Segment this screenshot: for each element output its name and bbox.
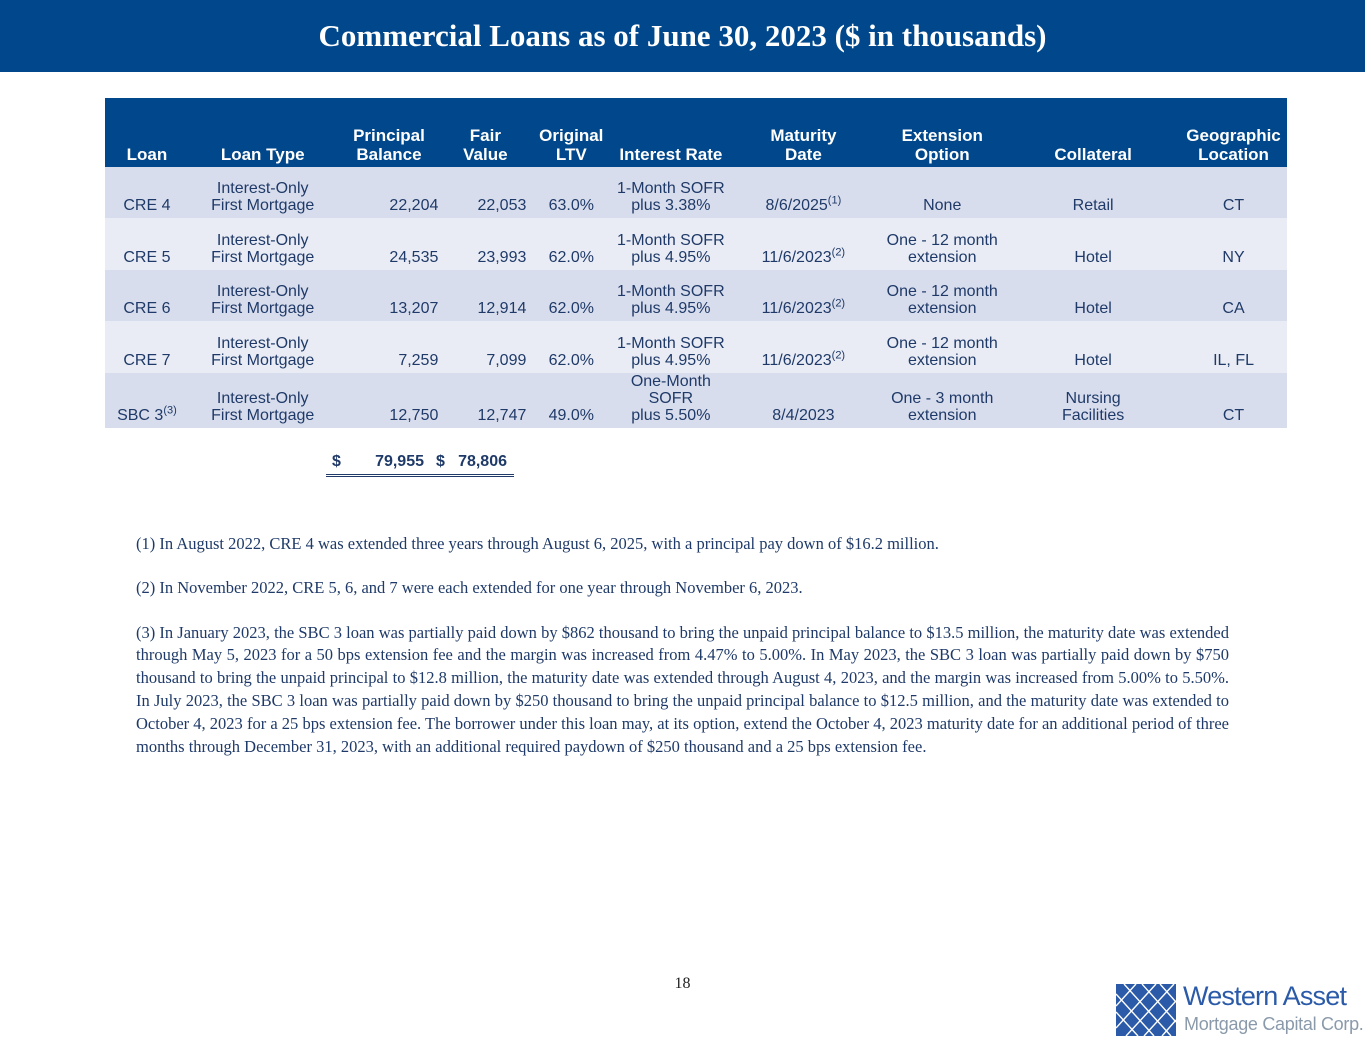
cell-loan-type: Interest-Only First Mortgage xyxy=(189,270,337,321)
cell-loan: CRE 5 xyxy=(105,218,189,270)
cell-geographic-location: NY xyxy=(1180,218,1287,270)
header-collateral: Collateral xyxy=(1006,98,1180,167)
cell-loan: SBC 3$^{(3)}$ xyxy=(105,373,189,428)
cell-geographic-location: CT xyxy=(1180,373,1287,428)
cell-geographic-location: CA xyxy=(1180,270,1287,321)
cell-interest-rate: 1-Month SOFR plus 4.95% xyxy=(613,321,728,373)
cell-geographic-location: IL, FL xyxy=(1180,321,1287,373)
table-row xyxy=(105,218,1287,270)
header-maturity-date: Maturity Date xyxy=(728,98,878,167)
table-row xyxy=(105,373,1287,428)
logo-subtitle: Mortgage Capital Corp. xyxy=(1184,1014,1364,1034)
cell-collateral: Nursing Facilities xyxy=(1006,373,1180,428)
header-extension-option: Extension Option xyxy=(878,98,1006,167)
cell-extension-option: None xyxy=(878,167,1006,218)
cell-interest-rate: 1-Month SOFR plus 4.95% xyxy=(613,218,728,270)
cell-fair-value: 23,993 xyxy=(441,218,529,270)
totals-row xyxy=(326,452,514,477)
cell-maturity-date: 11/6/2023$^{(2)}$ xyxy=(728,270,878,321)
total-principal-currency: $ xyxy=(332,453,341,470)
cell-principal-balance: 22,204 xyxy=(337,167,442,218)
cell-original-ltv: 62.0% xyxy=(529,321,613,373)
page-title: Commercial Loans as of June 30, 2023 ($ in thousands) xyxy=(318,18,1047,53)
header-geographic-location: Geographic Location xyxy=(1180,98,1287,167)
cell-collateral: Hotel xyxy=(1006,270,1180,321)
logo-name: Western Asset xyxy=(1183,981,1347,1011)
footnote-2: (2) In November 2022, CRE 5, 6, and 7 were each extended for one year through November 6, 2023. xyxy=(136,578,803,598)
page-number: 18 xyxy=(674,975,691,992)
cell-principal-balance: 13,207 xyxy=(337,270,442,321)
header-fair-value: Fair Value xyxy=(441,98,529,167)
cell-loan: CRE 6 xyxy=(105,270,189,321)
cell-maturity-date: 11/6/2023$^{(2)}$ xyxy=(728,321,878,373)
cell-geographic-location: CT xyxy=(1180,167,1287,218)
cell-interest-rate: 1-Month SOFR plus 4.95% xyxy=(613,270,728,321)
cell-principal-balance: 7,259 xyxy=(337,321,442,373)
cell-collateral: Hotel xyxy=(1006,321,1180,373)
header-principal-balance: Principal Balance xyxy=(337,98,442,167)
footnotes xyxy=(136,533,1229,780)
header-loan: Loan xyxy=(105,98,189,167)
header-interest-rate: Interest Rate xyxy=(613,98,728,167)
cell-maturity-date: 11/6/2023$^{(2)}$ xyxy=(728,218,878,270)
header-original-ltv: Original LTV xyxy=(529,98,613,167)
cell-extension-option: One - 12 month extension xyxy=(878,218,1006,270)
cell-extension-option: One - 12 month extension xyxy=(878,321,1006,373)
table-row xyxy=(105,167,1287,218)
cell-loan-type: Interest-Only First Mortgage xyxy=(189,373,337,428)
cell-original-ltv: 62.0% xyxy=(529,218,613,270)
cell-interest-rate: One-Month SOFR plus 5.50% xyxy=(613,373,728,428)
cell-fair-value: 12,914 xyxy=(441,270,529,321)
cell-principal-balance: 24,535 xyxy=(337,218,442,270)
cell-interest-rate: 1-Month SOFR plus 3.38% xyxy=(613,167,728,218)
header-loan-type: Loan Type xyxy=(189,98,337,167)
cell-loan: CRE 7 xyxy=(105,321,189,373)
cell-original-ltv: 63.0% xyxy=(529,167,613,218)
cell-extension-option: One - 3 month extension xyxy=(878,373,1006,428)
total-principal-balance: 79,955 xyxy=(375,453,424,470)
company-logo xyxy=(1116,981,1364,1036)
commercial-loans-table xyxy=(105,98,1287,428)
footnote-1: (1) In August 2022, CRE 4 was extended three years through August 6, 2025, with a principal pay down of $16.2 million. xyxy=(136,534,939,553)
cell-loan: CRE 4 xyxy=(105,167,189,218)
cell-fair-value: 7,099 xyxy=(441,321,529,373)
table-row xyxy=(105,321,1287,373)
cell-extension-option: One - 12 month extension xyxy=(878,270,1006,321)
table-row xyxy=(105,270,1287,321)
cell-original-ltv: 49.0% xyxy=(529,373,613,428)
total-fair-value-currency: $ xyxy=(436,453,445,470)
title-bar xyxy=(0,0,1365,72)
logo-mark-icon xyxy=(1116,984,1176,1036)
cell-original-ltv: 62.0% xyxy=(529,270,613,321)
cell-collateral: Hotel xyxy=(1006,218,1180,270)
table-header-row xyxy=(105,98,1287,167)
cell-maturity-date: 8/4/2023 xyxy=(728,373,878,428)
cell-principal-balance: 12,750 xyxy=(337,373,442,428)
cell-maturity-date: 8/6/2025$^{(1)}$ xyxy=(728,167,878,218)
cell-loan-type: Interest-Only First Mortgage xyxy=(189,218,337,270)
footnote-3: (3) In January 2023, the SBC 3 loan was partially paid down by $862 thousand to bring the unpaid principal balance to $13.5 million, the maturity date was extended through May 5, 2023 for a 50 bps extension fee and the margin was increased from 4.47% to 5.00%. In May 2023, the SBC 3 loan was partially paid down by $750 thousand to bring the unpaid principal to $12.8 million, the maturity date was extended through August 4, 2023, and the margin was increased from 5.00% to 5.50%. In July 2023, the SBC 3 loan was partially paid down by $250 thousand to bring the unpaid principal balance to $12.5 million, and the maturity date was extended to October 4, 2023 for a 25 bps extension fee. The borrower under this loan may, at its option, extend the October 4, 2023 maturity date for an additional period of three months through December 31, 2023, with an additional required paydown of $250 thousand and a 25 bps extension fee. xyxy=(136,622,1229,756)
cell-loan-type: Interest-Only First Mortgage xyxy=(189,321,337,373)
total-fair-value: 78,806 xyxy=(458,453,507,470)
cell-fair-value: 12,747 xyxy=(441,373,529,428)
cell-collateral: Retail xyxy=(1006,167,1180,218)
cell-loan-type: Interest-Only First Mortgage xyxy=(189,167,337,218)
cell-fair-value: 22,053 xyxy=(441,167,529,218)
